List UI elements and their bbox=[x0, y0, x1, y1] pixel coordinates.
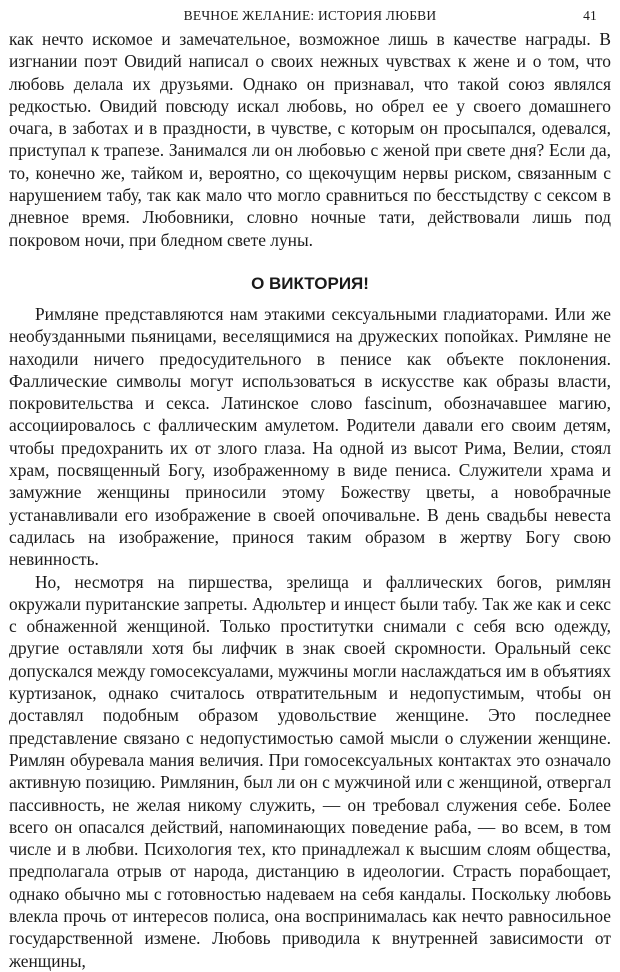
running-head bbox=[9, 4, 611, 28]
paragraph-continued: как нечто искомое и замечательное, возможное лишь в качестве награды. В изгнании поэт Овидий написал о своих нежных чувствах к жене и о том, что любовь делала их друзьями. Однако он признавал, что такой союз являлся редкостью. Овидий повсюду искал любовь, но обрел ее у своего домашнего очага, в заботах и в праздности, в чувстве, с которым он просыпался, одевался, приступал к трапезе. Занимался ли он любовью с женой при свете дня? Если да, то, конечно же, тайком и, вероятно, со щекочущим нервы риском, связанным с нарушением табу, так как мало что могло сравниться по бесстыдству с сексом в дневное время. Любовники, словно ночные тати, действовали лишь под покровом ночи, при бледном свете луны. bbox=[9, 29, 611, 250]
section-heading: О ВИКТОРИЯ! bbox=[251, 273, 369, 293]
page-number: 41 bbox=[583, 8, 597, 23]
paragraph: Римляне представляются нам этакими сексуальными гладиаторами. Или же необузданными пьяницами, веселящимися на дружеских попойках. Римляне не находили ничего предосудительного в пенисе как объекте поклонения. Фаллические символы могут использоваться в искусстве как образы власти, покровительства и секса. Латинское слово fascinum, обозначавшее магию, ассоциировалось с фаллическим амулетом. Родители давали его своим детям, чтобы предохранить их от злого глаза. На одной из высот Рима, Велии, стоял храм, посвященный Богу, изображенному в виде пениса. Служители храма и замужние женщины приносили этому Божеству цветы, а новобрачные устанавливали его изображение в своей опочивальне. В день свадьбы невеста садилась на изображение, принося таким образом в жертву Богу свою невинность. bbox=[9, 303, 611, 570]
running-title: ВЕЧНОЕ ЖЕЛАНИЕ: ИСТОРИЯ ЛЮБВИ bbox=[183, 8, 437, 23]
paragraph: Но, несмотря на пиршества, зрелища и фаллических богов, римлян окружали пуританские запреты. Адюльтер и инцест были табу. Так же как и секс с обнаженной женщиной. Только проститутки снимали с себя всю одежду, другие оставляли хотя бы лифчик в знак своей скромности. Оральный секс допускался между гомосексуалами, мужчины могли наслаждаться им в объятиях куртизанок, однако считалось отвратительным и недопустимым, чтобы он доставлял подобным образом удовольствие женщине. Это последнее представление связано с недопустимостью самой мысли о служении женщине. Римлян обуревала мания величия. При гомосексуальных контактах это означало активную позицию. Римлянин, был ли он с мужчиной или с женщиной, отвергал пассивность, не желая никому служить, — он требовал служения себе. Более всего он опасался действий, напоминающих поведение раба, — во всем, в том числе и в любви. Психология тех, кто принадлежал к высшим слоям общества, предполагала отрыв от народа, дистанцию в идеологии. Страсть порабощает, однако обычно мы с готовностью надеваем на себя кандалы. Поскольку любовь влекла прочь от интересов полиса, она воспринималась как нечто равносильное государственной измене. Любовь приводила к внутренней зависимости от женщины, bbox=[9, 571, 611, 971]
